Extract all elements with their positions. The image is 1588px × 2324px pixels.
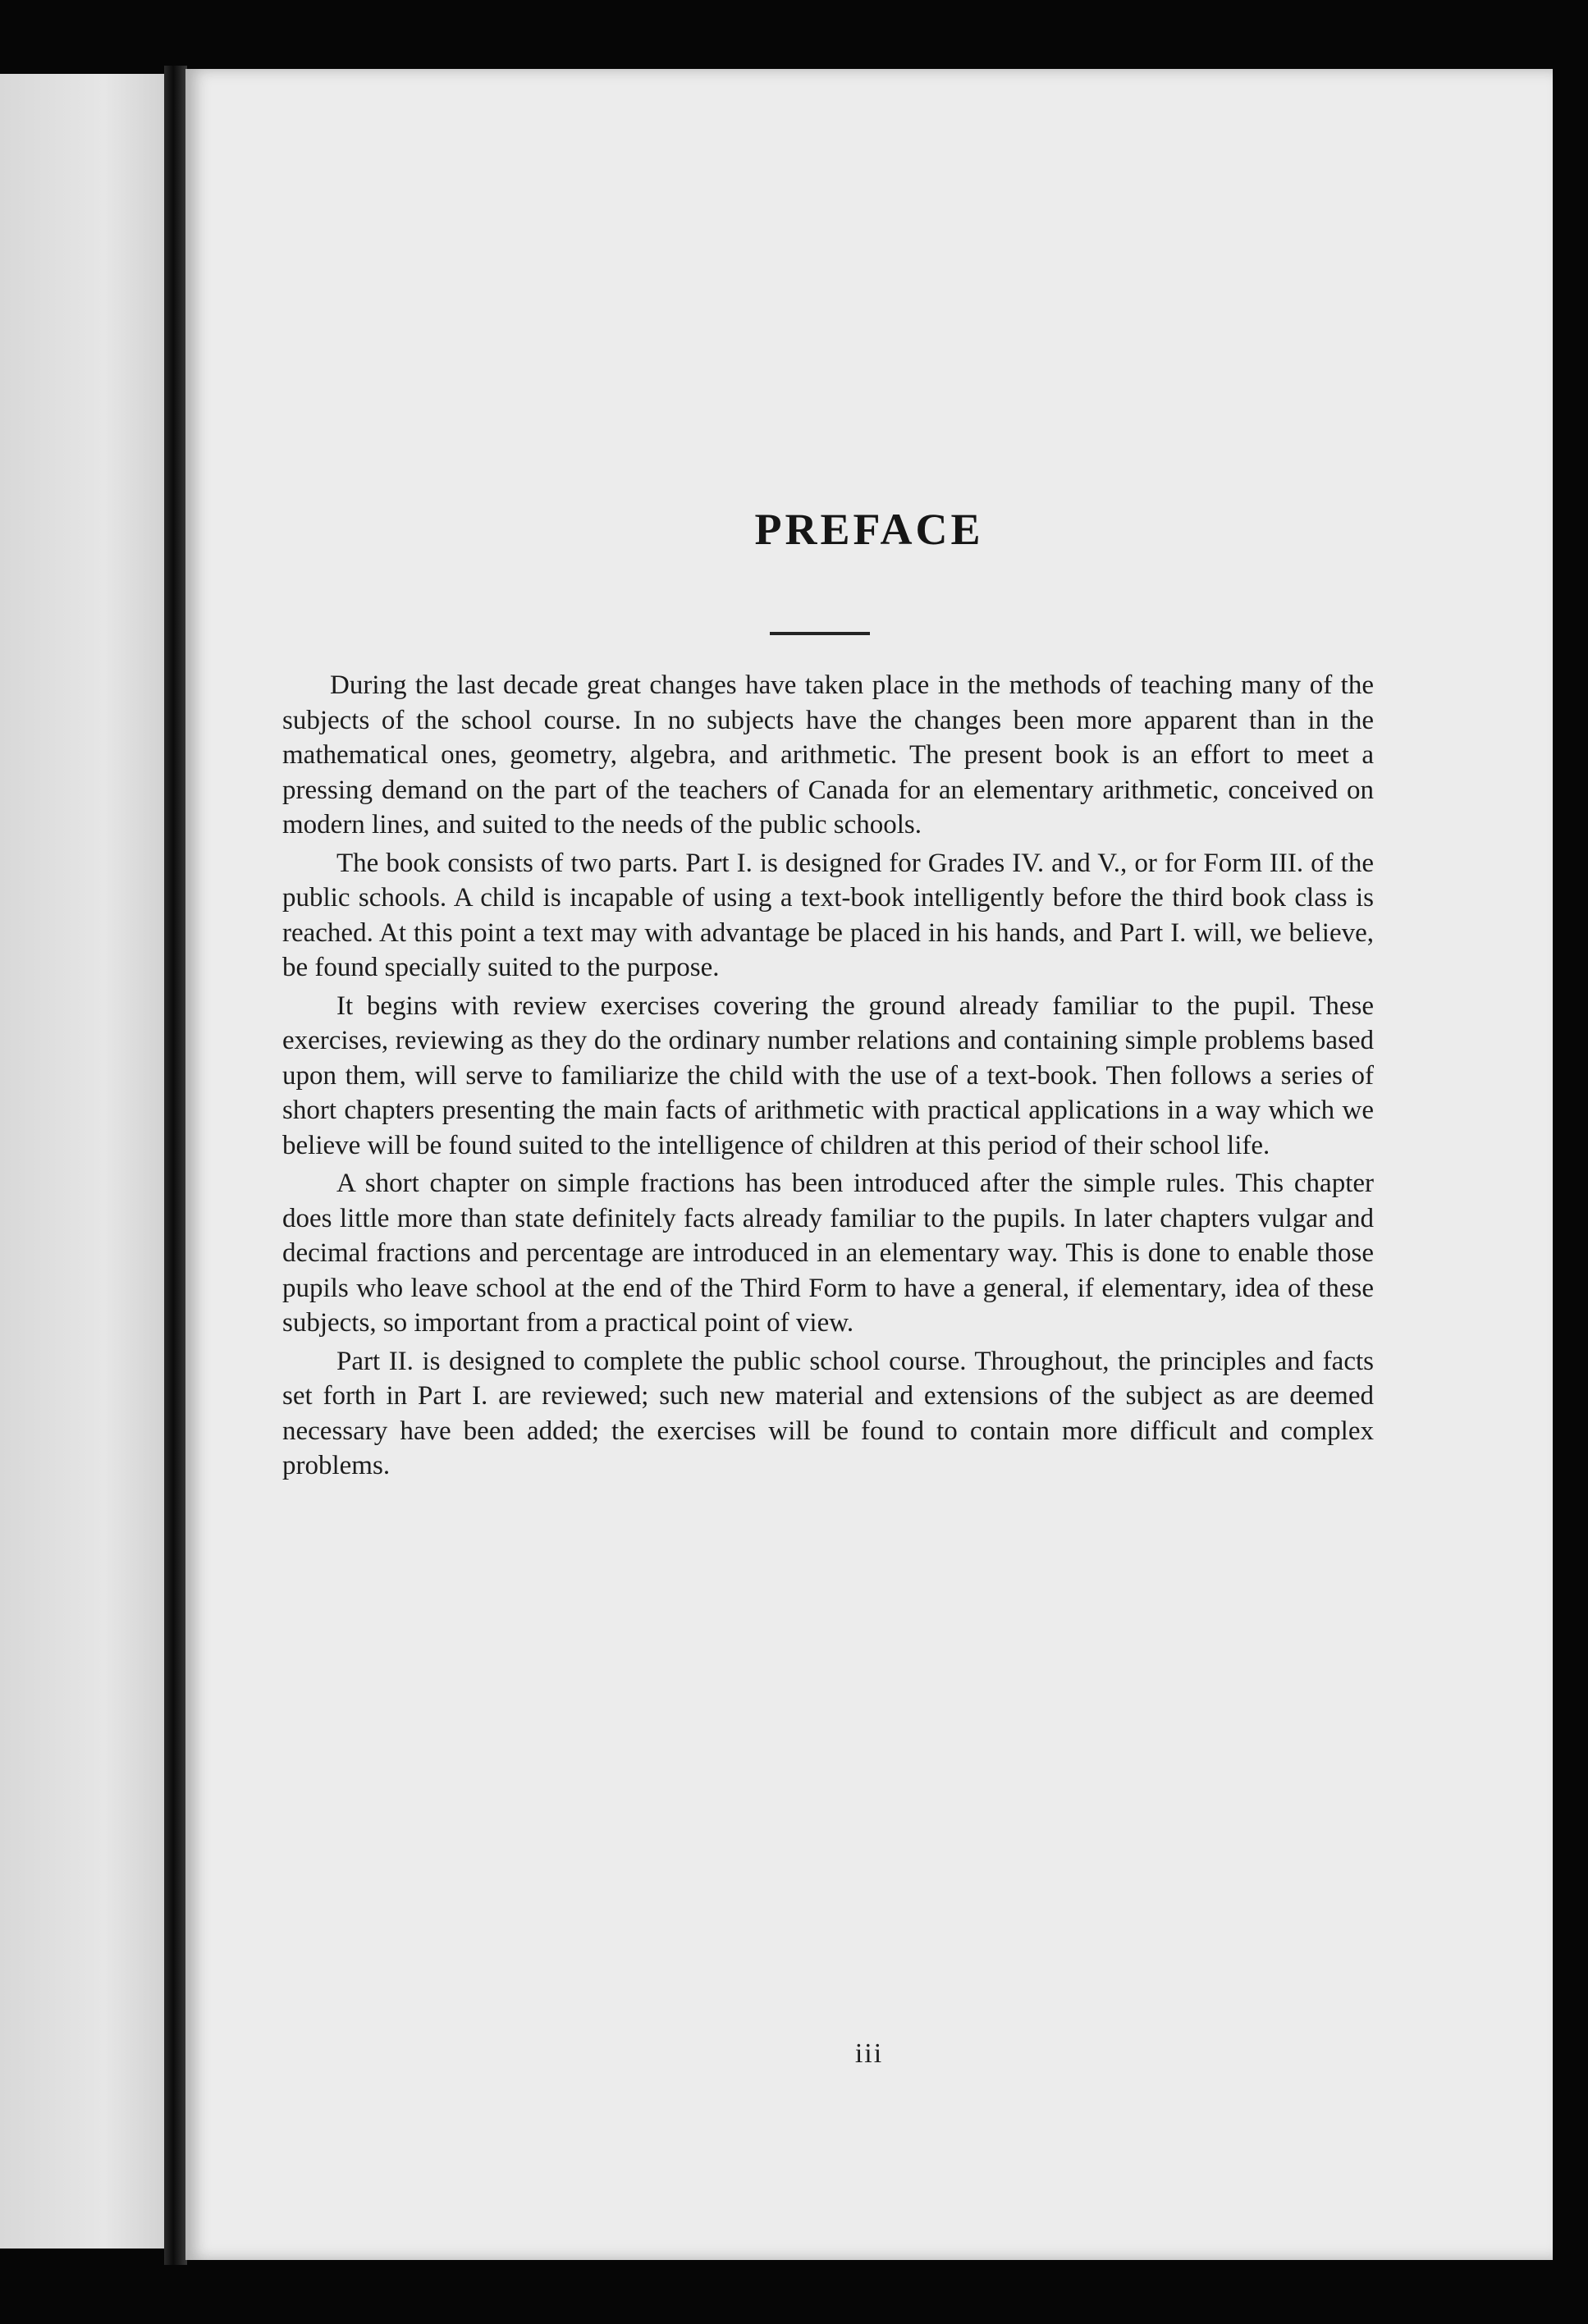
- paragraph: During the last decade great changes have taken place in the methods of teaching many of the subjects of the school course. In no subjects have the changes been more apparent than in the mathematical ones, geometry, algebra, and arithmetic. The present book is an effort to meet a pressing demand on the part of the teachers of Canada for an elementary arithmetic, conceived on modern lines, and suited to the needs of the public schools.: [282, 670, 1374, 839]
- paragraph: It begins with review exercises covering the ground already familiar to the pupil. These exercises, reviewing as they do the ordinary number relations and containing simple problems based upon them, will serve to familiarize the child with the use of a text-book. Then follows a series of short chapters presenting the main facts of arithmetic with practical applications in a way which we believe will be found suited to the intelligence of children at this period of their school life.: [282, 990, 1374, 1160]
- page-title: PREFACE: [754, 505, 984, 554]
- facing-page-edge: [0, 74, 174, 2249]
- book-spine: [164, 66, 187, 2265]
- preface-body: [282, 668, 1374, 1487]
- title-rule: [770, 632, 870, 635]
- paragraph: A short chapter on simple fractions has been introduced after the simple rules. This chapter does little more than state definitely facts already familiar to the pupils. In later chapters vulgar and decimal fractions and percentage are introduced in an elementary way. This is done to enable those pupils who leave school at the end of the Third Form to have a general, if elementary, idea of these subjects, so important from a practical point of view.: [282, 1169, 1374, 1338]
- paragraph: The book consists of two parts. Part I. is designed for Grades IV. and V., or for Form III. of the public schools. A child is incapable of using a text-book intelligently before the third book class is reached. At this point a text may with advantage be placed in his hands, and Part I. will, we believe, be found specially suited to the purpose.: [282, 848, 1374, 982]
- paragraph: Part II. is designed to complete the public school course. Throughout, the principles and facts set forth in Part I. are reviewed; such new material and extensions of the subject as are deemed necessary have been added; the exercises will be found to contain more difficult and complex problems.: [282, 1346, 1374, 1480]
- page-number: iii: [854, 2038, 884, 2069]
- book-page: [185, 69, 1553, 2260]
